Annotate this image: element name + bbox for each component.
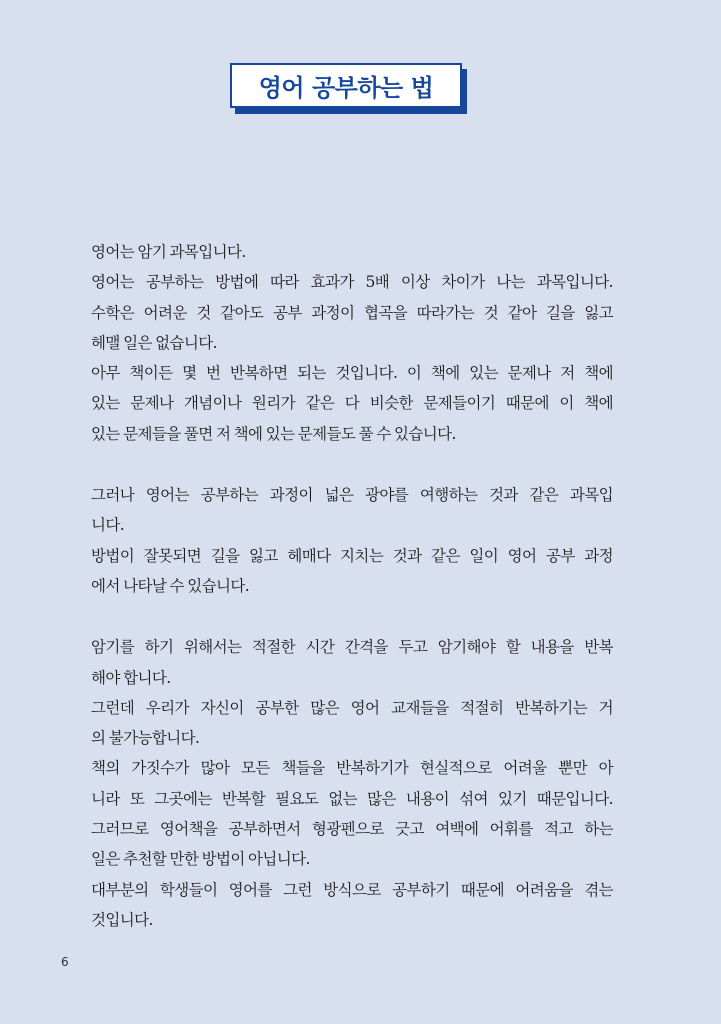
text-line: 헤맬 일은 없습니다. [91,333,217,352]
body-text [91,237,613,935]
text-line: 영어는 암기 과목입니다. [91,243,246,261]
text-line: 아무 책이든 몇 번 반복하면 되는 것입니다. 이 책에 있는 문제나 저 책에 [91,364,613,383]
text-line: 니라 또 그곳에는 반복할 필요도 없는 많은 내용이 섞여 있기 때문입니다. [91,789,613,808]
text-line: 의 불가능합니다. [91,729,200,748]
paragraph-gap [91,601,613,632]
paragraph-gap [91,449,613,480]
text-line: 해야 합니다. [91,668,171,687]
text-line: 영어는 공부하는 방법에 따라 효과가 5배 이상 차이가 나는 과목입니다. [91,273,613,292]
paragraph-1 [91,237,613,449]
text-line: 니다. [91,516,125,535]
text-line: 있는 문제들을 풀면 저 책에 있는 문제들도 풀 수 있습니다. [91,424,456,443]
text-line: 그러나 영어는 공부하는 과정이 넓은 광야를 여행하는 것과 같은 과목입 [91,486,613,505]
paragraph-2 [91,480,613,601]
text-line: 방법이 잘못되면 길을 잃고 헤매다 지치는 것과 같은 일이 영어 공부 과정 [91,546,613,565]
text-line: 것입니다. [91,910,153,929]
paragraph-3 [91,632,613,935]
title-box [230,63,462,108]
text-line: 일은 추천할 만한 방법이 아닙니다. [91,850,310,869]
page-number: 6 [61,955,69,969]
text-line: 그런데 우리가 자신이 공부한 많은 영어 교재들을 적절히 반복하기는 거 [91,698,613,717]
text-line: 있는 문제나 개념이나 원리가 같은 다 비슷한 문제들이기 때문에 이 책에 [91,394,613,413]
page-title: 영어 공부하는 법 [258,74,434,102]
text-line: 암기를 하기 위해서는 적절한 시간 간격을 두고 암기해야 할 내용을 반복 [91,638,613,657]
text-line: 대부분의 학생들이 영어를 그런 방식으로 공부하기 때문에 어려움을 겪는 [91,880,613,899]
text-line: 수학은 어려운 것 같아도 공부 과정이 협곡을 따라가는 것 같아 길을 잃고 [91,303,613,322]
title-banner [230,63,462,108]
text-line: 에서 나타날 수 있습니다. [91,576,250,595]
text-line: 책의 가짓수가 많아 모든 책들을 반복하기가 현실적으로 어려울 뿐만 아 [91,759,613,778]
text-line: 그러므로 영어책을 공부하면서 형광펜으로 긋고 여백에 어휘를 적고 하는 [91,820,613,839]
